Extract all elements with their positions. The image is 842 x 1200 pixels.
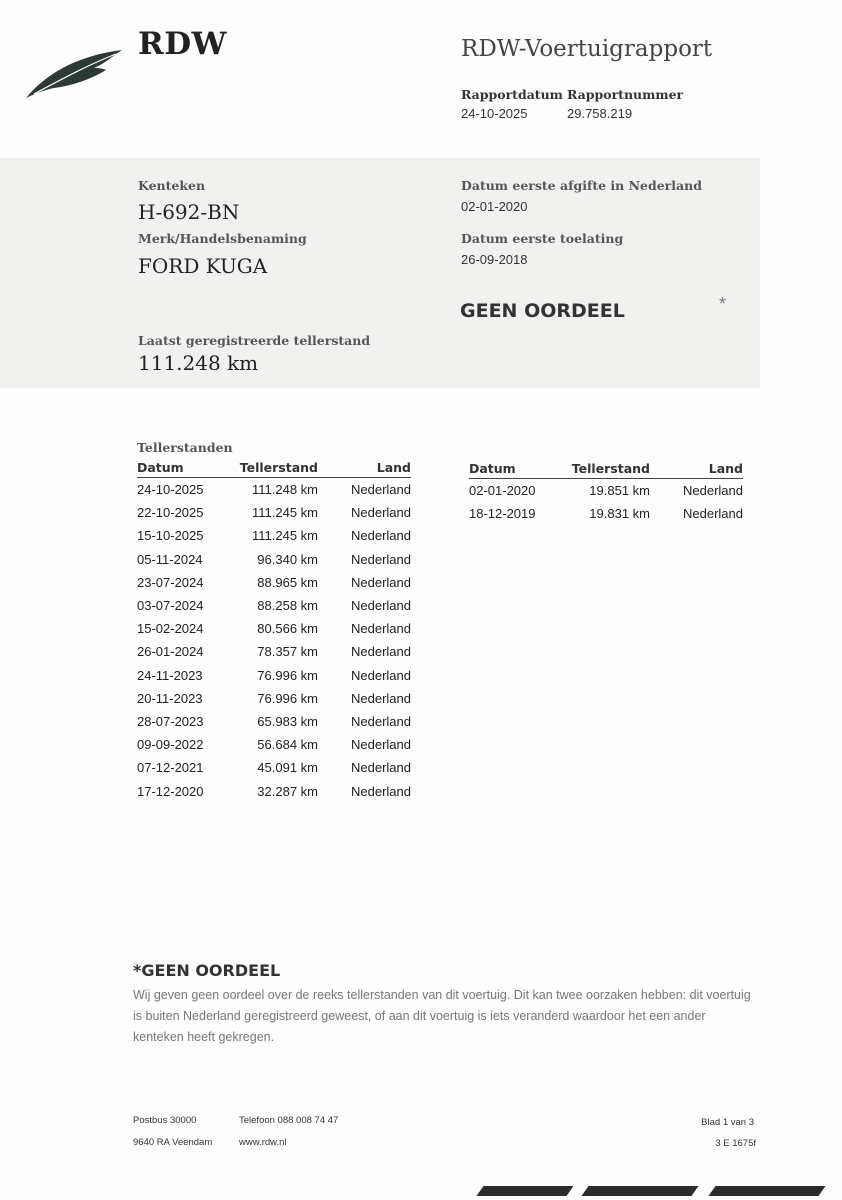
odometer-date-cell: 05-11-2024 — [137, 551, 203, 567]
odometer-date-cell: 15-02-2024 — [137, 621, 204, 637]
odometer-country-cell: Nederland — [683, 506, 743, 522]
table-header-row — [469, 460, 743, 479]
table-row — [137, 779, 411, 802]
odometer-value-cell: 111.245 km — [251, 505, 318, 521]
verdict-asterisk: * — [719, 294, 727, 314]
odometer-value-cell: 80.566 km — [257, 621, 318, 637]
odometer-date-cell: 23-07-2024 — [137, 574, 204, 590]
odometer-date-cell: 17-12-2020 — [137, 783, 204, 799]
make-label: Merk/Handelsbenaming — [138, 231, 307, 246]
last-odometer-value: 111.248 km — [138, 351, 259, 375]
report-number: 29.758.219 — [567, 106, 633, 121]
feather-logo-icon — [24, 46, 124, 107]
odometer-value-cell: 32.287 km — [257, 783, 318, 799]
odometer-value-cell: 78.357 km — [257, 644, 318, 660]
odometer-date-cell: 26-01-2024 — [137, 644, 204, 660]
odometer-date-cell: 07-12-2021 — [137, 760, 204, 776]
report-title: RDW-Voertuigrapport — [461, 36, 713, 62]
odometer-country-cell: Nederland — [351, 621, 411, 637]
odometer-country-cell: Nederland — [351, 574, 411, 590]
report-number-label: Rapportnummer — [567, 87, 684, 102]
table-row — [137, 501, 411, 524]
logo-text: RDW — [138, 26, 227, 62]
odometer-country-cell: Nederland — [351, 644, 411, 660]
column-header-date: Datum — [137, 459, 237, 478]
first-admission-label: Datum eerste toelating — [461, 231, 624, 246]
odometer-value-cell: 65.983 km — [257, 713, 318, 729]
odometer-country-cell: Nederland — [351, 713, 411, 729]
odometer-date-cell: 24-10-2025 — [137, 482, 204, 498]
table-row — [137, 687, 411, 710]
odometer-value-cell: 76.996 km — [257, 690, 318, 706]
table-row — [137, 478, 411, 502]
odometer-country-cell: Nederland — [351, 528, 411, 544]
table-row — [137, 756, 411, 779]
odometer-value-cell: 111.245 km — [251, 528, 318, 544]
decorative-stripe — [708, 1186, 825, 1196]
column-header-odometer: Tellerstand — [569, 460, 650, 479]
report-date-label: Rapportdatum — [461, 87, 563, 102]
table-row — [137, 617, 411, 640]
odometer-table-right — [469, 460, 743, 525]
odometer-date-cell: 24-11-2023 — [137, 667, 203, 683]
decorative-stripe — [581, 1186, 698, 1196]
first-issue-nl-value: 02-01-2020 — [461, 199, 528, 214]
table-row — [137, 710, 411, 733]
table-row — [469, 502, 743, 525]
odometer-value-cell: 88.258 km — [257, 598, 318, 614]
odometer-value-cell: 56.684 km — [257, 737, 318, 753]
footer-code: 3 E 1675f — [715, 1138, 756, 1149]
table-row — [137, 664, 411, 687]
odometer-date-cell: 09-09-2022 — [137, 737, 204, 753]
make-value: FORD KUGA — [138, 254, 268, 278]
first-admission-value: 26-09-2018 — [461, 252, 528, 267]
odometer-value-cell: 111.248 km — [251, 482, 318, 498]
plate-label: Kenteken — [138, 178, 206, 193]
odometer-date-cell: 22-10-2025 — [137, 505, 204, 521]
odometer-country-cell: Nederland — [351, 667, 411, 683]
odometer-country-cell: Nederland — [351, 783, 411, 799]
odometer-section-title: Tellerstanden — [137, 440, 233, 455]
odometer-country-cell: Nederland — [351, 690, 411, 706]
odometer-table-left — [137, 459, 411, 803]
odometer-date-cell: 28-07-2023 — [137, 713, 204, 729]
column-header-country: Land — [318, 459, 411, 478]
table-row — [137, 594, 411, 617]
odometer-country-cell: Nederland — [351, 598, 411, 614]
odometer-country-cell: Nederland — [351, 505, 411, 521]
table-row — [137, 640, 411, 663]
footer-page-number: Blad 1 van 3 — [701, 1117, 754, 1128]
table-row — [137, 733, 411, 756]
first-issue-nl-label: Datum eerste afgifte in Nederland — [461, 178, 702, 193]
last-odometer-label: Laatst geregistreerde tellerstand — [138, 333, 371, 348]
odometer-value-cell: 19.831 km — [589, 506, 650, 522]
column-header-date: Datum — [469, 460, 569, 479]
table-row — [137, 548, 411, 571]
note-title — [133, 961, 280, 980]
table-header-row — [137, 459, 411, 478]
odometer-value-cell: 96.340 km — [257, 551, 318, 567]
odometer-date-cell: 18-12-2019 — [469, 506, 536, 522]
odometer-value-cell: 76.996 km — [257, 667, 318, 683]
report-date: 24-10-2025 — [461, 106, 528, 121]
footer-postbus: Postbus 30000 — [133, 1115, 197, 1126]
footer-phone: Telefoon 088 008 74 47 — [239, 1115, 339, 1126]
decorative-stripe — [476, 1186, 573, 1196]
odometer-value-cell: 88.965 km — [257, 574, 318, 590]
odometer-date-cell: 15-10-2025 — [137, 528, 204, 544]
odometer-country-cell: Nederland — [351, 551, 411, 567]
footer-city: 9640 RA Veendam — [133, 1137, 213, 1148]
table-row — [469, 479, 743, 503]
plate-value: H-692-BN — [138, 200, 240, 224]
note-title-text: GEEN OORDEEL — [141, 961, 281, 980]
note-body: Wij geven geen oordeel over de reeks tellerstanden van dit voertuig. Dit kan twee oorzaken hebben: dit voertuig is buiten Nederland geregistreerd geweest, of aan dit voertuig is iets veranderd waardoor het een ander kenteken heeft gekregen. — [133, 988, 751, 1044]
odometer-value-cell: 45.091 km — [257, 760, 318, 776]
odometer-value-cell: 19.851 km — [589, 483, 650, 499]
odometer-date-cell: 03-07-2024 — [137, 598, 204, 614]
column-header-country: Land — [650, 460, 743, 479]
column-header-odometer: Tellerstand — [237, 459, 318, 478]
note-asterisk: * — [133, 961, 142, 980]
table-row — [137, 524, 411, 547]
odometer-date-cell: 02-01-2020 — [469, 483, 536, 499]
verdict-label: GEEN OORDEEL — [460, 300, 625, 322]
odometer-country-cell: Nederland — [683, 483, 743, 499]
table-row — [137, 571, 411, 594]
odometer-country-cell: Nederland — [351, 737, 411, 753]
odometer-country-cell: Nederland — [351, 760, 411, 776]
odometer-country-cell: Nederland — [351, 482, 411, 498]
odometer-date-cell: 20-11-2023 — [137, 690, 203, 706]
footer-website[interactable]: www.rdw.nl — [239, 1137, 287, 1148]
